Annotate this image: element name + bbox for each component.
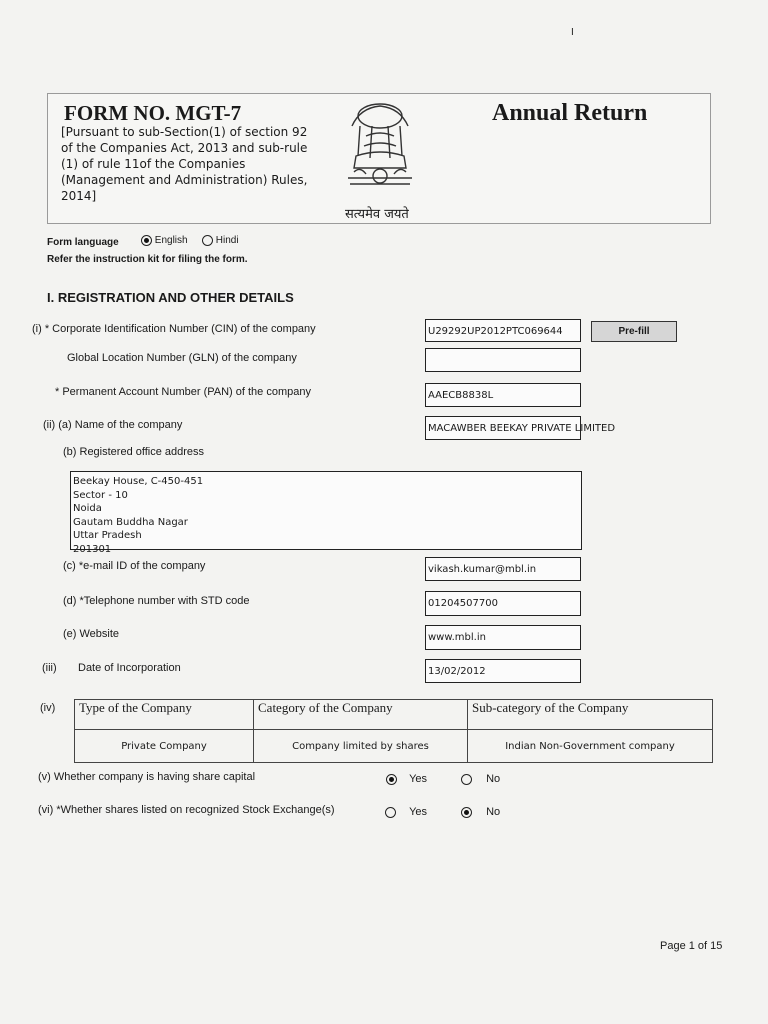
email-label: (c) *e-mail ID of the company: [63, 560, 206, 572]
listed-label: (vi) *Whether shares listed on recognized Stock Exchange(s): [38, 804, 335, 816]
radio-hindi[interactable]: [202, 235, 213, 246]
language-option-hindi[interactable]: [202, 235, 239, 246]
address-label: (b) Registered office address: [63, 446, 205, 458]
section-title: I. REGISTRATION AND OTHER DETAILS: [47, 290, 294, 305]
address-line: 201301: [73, 543, 112, 555]
address-line: Gautam Buddha Nagar: [73, 516, 188, 528]
form-title: Annual Return: [492, 100, 648, 126]
radio-english[interactable]: [141, 235, 152, 246]
listed-yes-label: Yes: [409, 806, 428, 818]
company-name-field[interactable]: MACAWBER BEEKAY PRIVATE LIMITED: [425, 416, 581, 440]
radio-share-capital-yes[interactable]: [386, 774, 397, 785]
form-language-label: Form language: [47, 237, 119, 248]
pan-label: * Permanent Account Number (PAN) of the company: [55, 386, 311, 398]
company-type-table: [74, 699, 713, 763]
gln-label: Global Location Number (GLN) of the company: [67, 352, 297, 364]
category-header: Category of the Company: [254, 700, 468, 730]
incorporation-date-field[interactable]: 13/02/2012: [425, 659, 581, 683]
company-name-label: (ii) (a) Name of the company: [43, 419, 183, 431]
instruction-text: Refer the instruction kit for filing the form.: [47, 254, 248, 265]
incorporation-number: (iii): [42, 662, 57, 674]
pan-field[interactable]: AAECB8838L: [425, 383, 581, 407]
type-value: Private Company: [75, 730, 254, 763]
phone-label: (d) *Telephone number with STD code: [63, 595, 250, 607]
incorporation-label: Date of Incorporation: [78, 662, 181, 674]
address-line: Beekay House, C-450-451: [73, 476, 204, 487]
national-emblem-icon: [330, 96, 430, 196]
company-type-number: (iv): [40, 702, 56, 714]
share-capital-no[interactable]: [461, 773, 500, 785]
language-hindi-label: Hindi: [215, 235, 239, 247]
radio-listed-no[interactable]: [461, 807, 472, 818]
form-number: FORM NO. MGT-7: [64, 101, 242, 125]
prefill-button[interactable]: Pre-fill: [591, 321, 677, 342]
listed-no[interactable]: [461, 806, 500, 818]
cin-label: (i) * Corporate Identification Number (CIN) of the company: [32, 323, 316, 335]
language-option-english[interactable]: [141, 235, 188, 246]
radio-share-capital-no[interactable]: [461, 774, 472, 785]
subcategory-value: Indian Non-Government company: [468, 730, 713, 763]
address-line: Noida: [73, 503, 102, 514]
phone-field[interactable]: 01204507700: [425, 591, 581, 616]
registered-address-field[interactable]: [70, 471, 582, 555]
share-capital-yes[interactable]: [386, 773, 427, 785]
gln-field[interactable]: [425, 348, 581, 372]
type-header: Type of the Company: [75, 700, 254, 730]
emblem-motto: सत्यमेव जयते: [345, 207, 409, 222]
page-marker: I: [571, 27, 574, 38]
pursuant-text: [Pursuant to sub-Section(1) of section 92 of the Companies Act, 2013 and sub-rule (1) of rule 11of the Companies (Management and Administration) Rules, 2014]: [61, 125, 308, 203]
page-number: Page 1 of 15: [660, 940, 723, 952]
category-value: Company limited by shares: [254, 730, 468, 763]
website-field[interactable]: www.mbl.in: [425, 625, 581, 650]
website-label: (e) Website: [63, 628, 120, 640]
address-line: Sector - 10: [73, 489, 128, 501]
radio-listed-yes[interactable]: [385, 807, 396, 818]
subcategory-header: Sub-category of the Company: [468, 700, 713, 730]
share-capital-label: (v) Whether company is having share capital: [38, 771, 256, 783]
share-capital-yes-label: Yes: [409, 773, 428, 785]
listed-yes[interactable]: [385, 806, 427, 818]
cin-field[interactable]: U29292UP2012PTC069644: [425, 319, 581, 342]
address-line: Uttar Pradesh: [73, 530, 142, 541]
share-capital-no-label: No: [486, 773, 501, 785]
listed-no-label: No: [486, 806, 501, 818]
email-field[interactable]: vikash.kumar@mbl.in: [425, 557, 581, 581]
language-english-label: English: [154, 235, 188, 247]
